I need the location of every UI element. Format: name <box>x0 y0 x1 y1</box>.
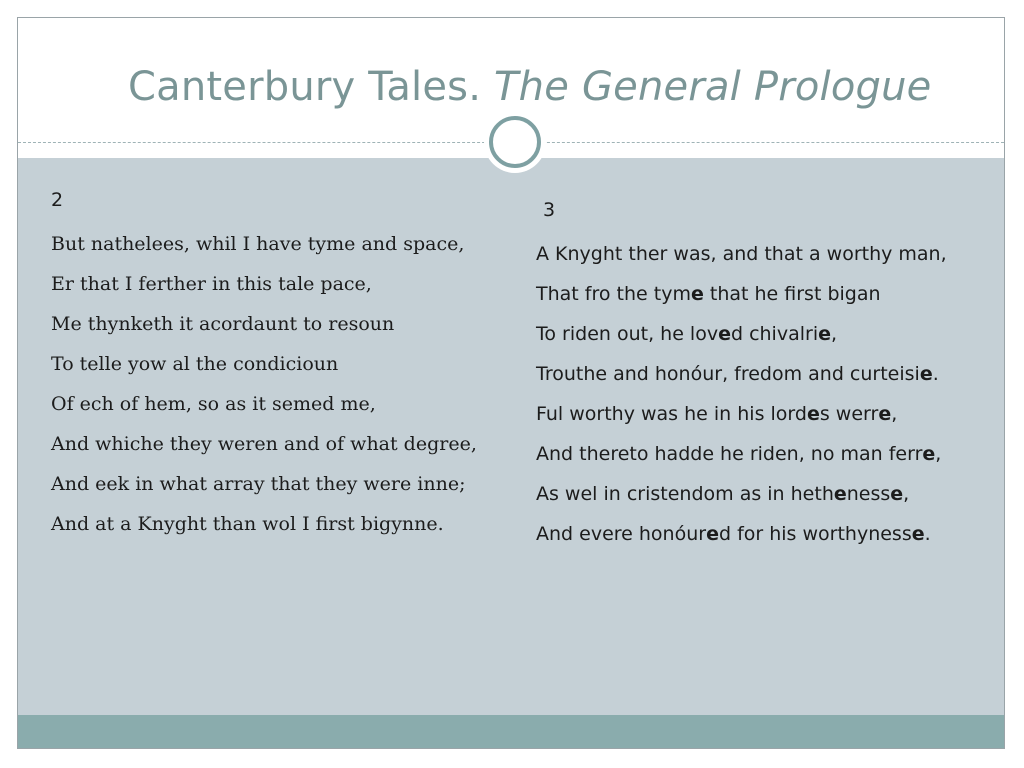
verse-text: d chivalri <box>730 323 819 345</box>
verse-text: As wel in cristendom as in heth <box>536 483 834 505</box>
verse-line <box>536 514 1005 554</box>
verse-text: Trouthe and honóur, fredom and curteisi <box>536 363 920 385</box>
verse-line <box>536 354 1005 394</box>
verse-line: Me thynketh it acordaunt to resoun <box>51 313 395 335</box>
right-column <box>536 194 1005 554</box>
verse-text: To riden out, he lov <box>536 323 719 345</box>
emphasized-letter: e <box>690 283 704 305</box>
verse-text: , <box>891 403 898 425</box>
emphasized-letter: e <box>911 523 925 545</box>
verse-text: s werr <box>819 403 879 425</box>
verse-text: Ful worthy was he in his lord <box>536 403 807 425</box>
verse-line <box>536 474 1005 514</box>
slide <box>17 17 1005 749</box>
emphasized-letter: e <box>818 323 831 345</box>
left-column <box>51 184 521 544</box>
verse-text: ness <box>846 483 891 505</box>
stanza-number: 3 <box>543 199 556 221</box>
verse-text: And thereto hadde he riden, no man ferr <box>536 443 923 465</box>
verse-text: , <box>830 323 838 345</box>
verse-line <box>536 394 1005 434</box>
emphasized-letter: e <box>833 483 847 505</box>
emphasized-letter: e <box>919 363 933 385</box>
emphasized-letter: e <box>718 323 731 345</box>
verse-line <box>536 434 1005 474</box>
verse-text: That fro the tym <box>536 283 691 305</box>
emphasized-letter: e <box>878 403 892 425</box>
title-italic: The General Prologue <box>494 64 932 110</box>
verse-text: that he first bigan <box>703 283 881 305</box>
emphasized-letter: e <box>706 523 719 545</box>
verse-line: And whiche they weren and of what degree, <box>51 433 477 455</box>
slide-title <box>128 64 931 110</box>
stanza-number: 2 <box>51 189 64 211</box>
verse-line: And eek in what array that they were inne; <box>51 473 466 495</box>
verse-line: Er that I ferther in this tale pace, <box>51 273 372 295</box>
verse-text: , <box>903 483 910 505</box>
verse-line: And at a Knyght than wol I first bigynne. <box>51 513 444 535</box>
verse-line <box>536 274 1005 314</box>
title-plain: Canterbury Tales. <box>128 64 482 110</box>
verse-line: To telle yow al the condicioun <box>51 353 339 375</box>
verse-text: , <box>935 443 942 465</box>
emphasized-letter: e <box>806 403 820 425</box>
emphasized-letter: e <box>922 443 936 465</box>
verse-text: . <box>924 523 931 545</box>
verse-text: d for his worthyness <box>718 523 912 545</box>
footer-band <box>18 715 1004 748</box>
verse-line <box>536 314 1005 354</box>
verse-text: And evere honóur <box>536 523 707 545</box>
verse-text: . <box>932 363 939 385</box>
verse-line: But nathelees, whil I have tyme and space, <box>51 233 465 255</box>
verse-text: A Knyght ther was, and that a worthy man, <box>536 243 947 265</box>
verse-line <box>536 234 1005 274</box>
verse-line: Of ech of hem, so as it semed me, <box>51 393 376 415</box>
emphasized-letter: e <box>890 483 904 505</box>
circle-ornament-icon <box>489 116 541 168</box>
